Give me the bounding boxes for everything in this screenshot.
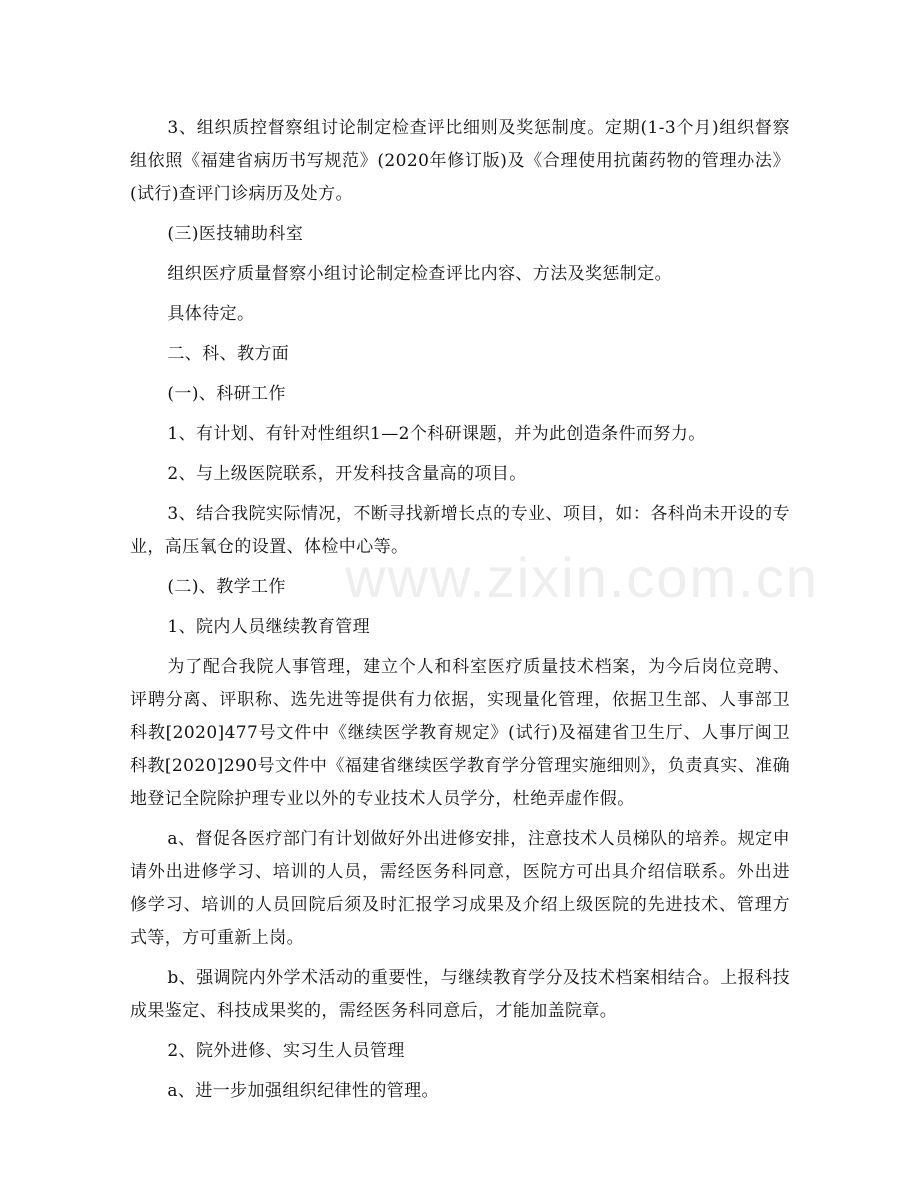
paragraph: 1、有计划、有针对性组织1—2个科研课题，并为此创造条件而努力。 — [167, 424, 706, 444]
section-heading: (二)、教学工作 — [167, 577, 286, 597]
watermark: www.zixin.com.cn — [345, 546, 819, 609]
paragraph: 3、结合我院实际情况，不断寻找新增长点的专业、项目，如：各科尚未开设的专业，高压氧仓的设置、体检中心等。 — [130, 504, 790, 557]
section-heading: (一)、科研工作 — [167, 384, 286, 404]
paragraph: a、进一步加强组织纪律性的管理。 — [167, 1081, 439, 1101]
section-heading: (三)医技辅助科室 — [167, 224, 304, 244]
paragraph: 3、组织质控督察组讨论制定检查评比细则及奖惩制度。定期(1-3个月)组织督察组依照《福建省病历书写规范》(2020年修订版)及《合理使用抗菌药物的管理办法》(试行)查评门诊病历及处方。 — [130, 118, 790, 204]
section-heading: 2、院外进修、实习生人员管理 — [167, 1041, 405, 1061]
paragraph: 组织医疗质量督察小组讨论制定检查评比内容、方法及奖惩制定。 — [167, 264, 672, 284]
paragraph: 具体待定。 — [167, 304, 255, 324]
document-body — [130, 112, 790, 1115]
section-heading: 1、院内人员继续教育管理 — [167, 617, 371, 637]
section-heading: 二、科、教方面 — [167, 344, 290, 364]
paragraph: 2、与上级医院联系，开发科技含量高的项目。 — [167, 464, 527, 484]
paragraph: 为了配合我院人事管理，建立个人和科室医疗质量技术档案，为今后岗位竞聘、评聘分离、评职称、选先进等提供有力依据，实现量化管理，依据卫生部、人事部卫科教[2020]477号文件中《继续医学教育规定》(试行)及福建省卫生厅、人事厅闽卫科教[2020]290号文件中《福建省继续医学教育学分管理实施细则》，负责真实、准确地登记全院除护理专业以外的专业技术人员学分，杜绝弄虚作假。 — [130, 657, 790, 809]
paragraph: b、强调院内外学术活动的重要性，与继续教育学分及技术档案相结合。上报科技成果鉴定、科技成果奖的，需经医务科同意后，才能加盖院章。 — [130, 968, 790, 1021]
paragraph: a、督促各医疗部门有计划做好外出进修安排，注意技术人员梯队的培养。规定申请外出进修学习、培训的人员，需经医务科同意，医院方可出具介绍信联系。外出进修学习、培训的人员回院后须及时汇报学习成果及介绍上级医院的先进技术、管理方式等，方可重新上岗。 — [130, 829, 790, 948]
